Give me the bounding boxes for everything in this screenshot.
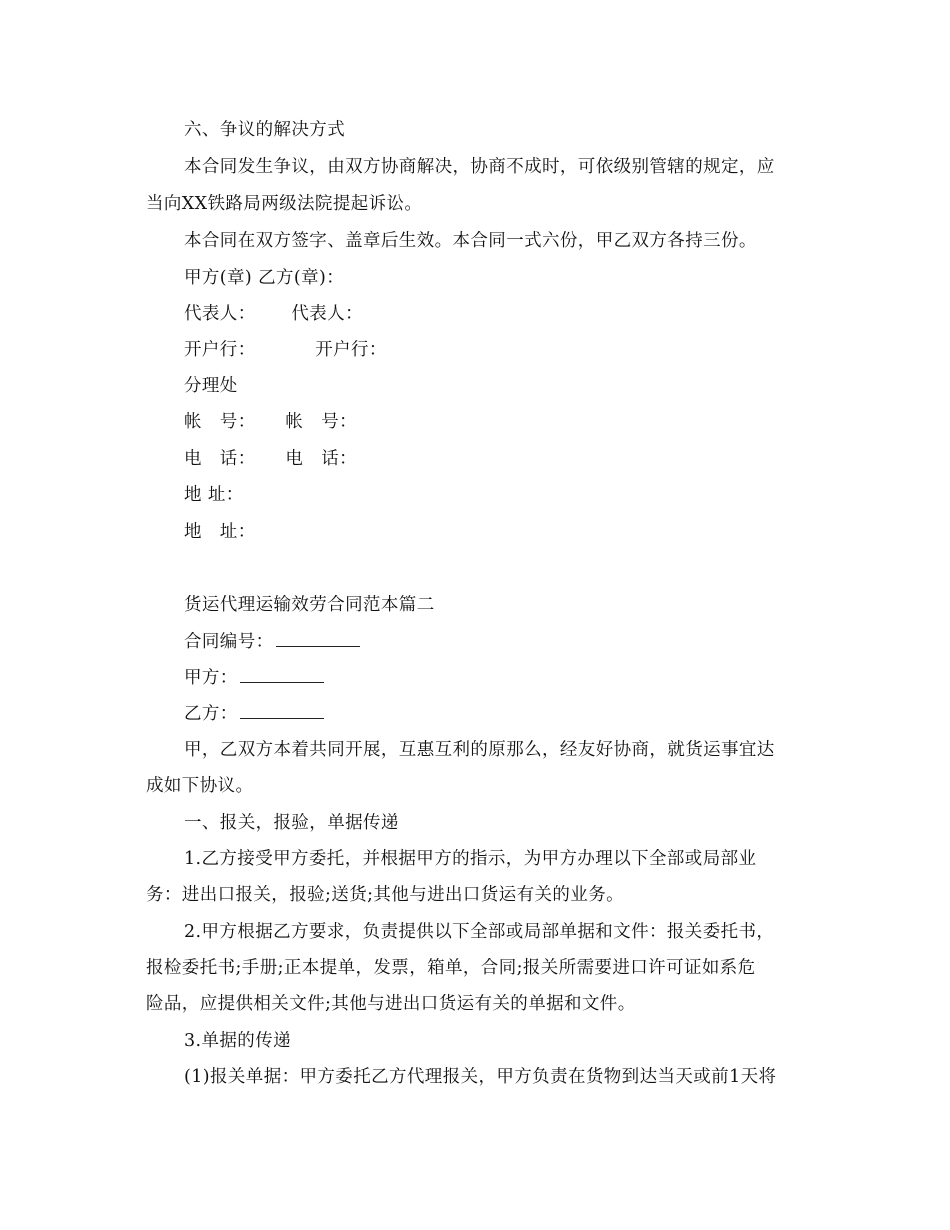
item-2-line-2: 报检委托书;手册;正本提单，发票，箱单，合同;报关所需要进口许可证如系危: [146, 958, 756, 978]
party-a-label: 甲方：: [184, 668, 238, 688]
party-b-blank: [240, 702, 324, 719]
party-b-label: 乙方：: [184, 704, 238, 724]
item-1-line-2: 务：进出口报关，报验;送货;其他与进出口货运有关的业务。: [146, 885, 624, 905]
section-six-para1-line1: 本合同发生争议，由双方协商解决，协商不成时，可依级别管辖的规定，应: [184, 157, 775, 177]
signature-address-1: 地 址：: [184, 485, 244, 505]
party-a-blank: [240, 666, 324, 683]
item-3-heading: 3.单据的传递: [184, 1031, 291, 1051]
signature-address-2: 地 址：: [184, 522, 256, 542]
signature-branch: 分理处: [184, 376, 238, 396]
party-a-field: [184, 666, 324, 690]
contract-two-title: 货运代理运输效劳合同范本篇二: [184, 595, 435, 615]
section-one-heading: 一、报关，报验，单据传递: [184, 813, 399, 833]
intro-line-1: 甲，乙双方本着共同开展，互惠互利的原那么，经友好协商，就货运事宜达: [184, 740, 775, 760]
item-2-line-3: 险品，应提供相关文件;其他与进出口货运有关的单据和文件。: [146, 994, 636, 1014]
party-b-field: [184, 702, 324, 726]
section-six-para2: 本合同在双方签字、盖章后生效。本合同一式六份，甲乙双方各持三份。: [184, 231, 757, 251]
section-six-heading: 六、争议的解决方式: [184, 120, 346, 140]
intro-line-2: 成如下协议。: [146, 776, 254, 796]
contract-number-label: 合同编号：: [184, 632, 274, 652]
signature-representative: 代表人： 代表人：: [184, 304, 363, 324]
item-3-sub-1: (1)报关单据：甲方委托乙方代理报关，甲方负责在货物到达当天或前1天将: [184, 1067, 777, 1087]
signature-parties: 甲方(章) 乙方(章)：: [184, 268, 345, 288]
item-2-line-1: 2.甲方根据乙方要求，负责提供以下全部或局部单据和文件：报关委托书，: [184, 922, 775, 942]
section-six-para1-line2: 当向XX铁路局两级法院提起诉讼。: [146, 194, 423, 214]
contract-number-blank: [276, 630, 360, 647]
signature-account: 帐 号： 帐 号：: [184, 412, 357, 432]
contract-number-field: [184, 630, 360, 654]
signature-bank: 开户行： 开户行：: [184, 340, 387, 360]
item-1-line-1: 1.乙方接受甲方委托，并根据甲方的指示，为甲方办理以下全部或局部业: [184, 849, 757, 869]
signature-phone: 电 话： 电 话：: [184, 449, 357, 469]
